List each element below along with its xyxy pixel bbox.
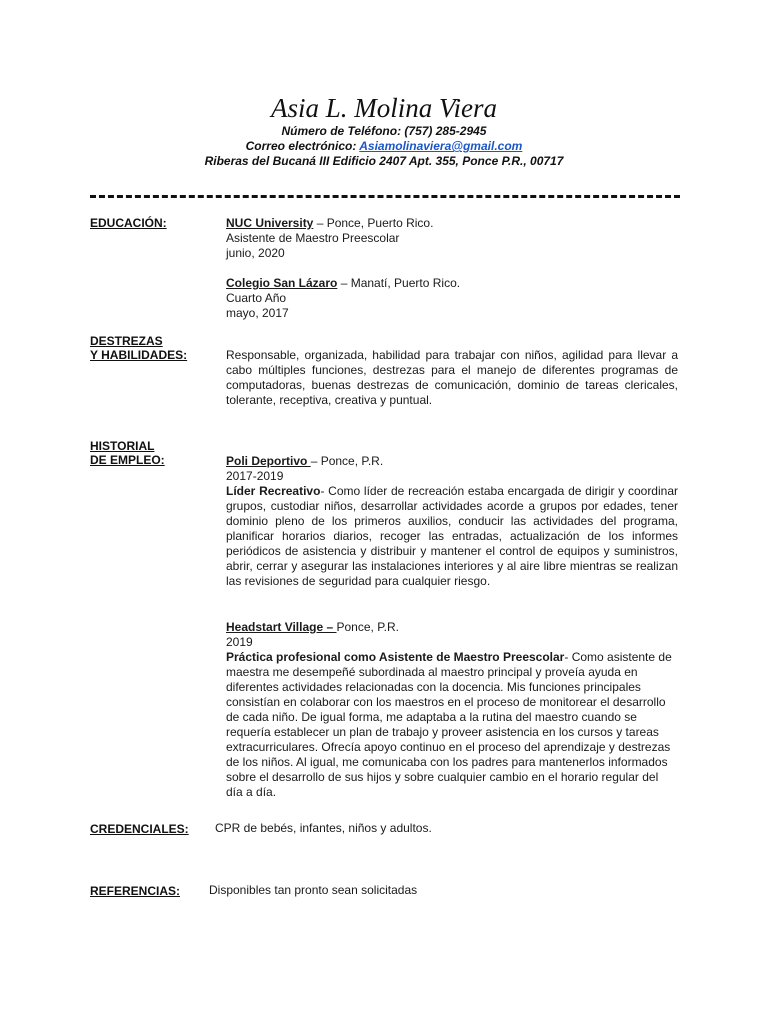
job-entry [226,454,678,589]
phone-line: Número de Teléfono: (757) 285-2945 [281,124,487,138]
job-description: - Como asistente de maestra me desempeñé subordinada al maestro principal y proveía ayuda en diferentes actividades relacionadas con la docencia. Mis funciones principales consistían en colaborar con los maestros en el proceso de monitorear el desarrollo de cada niño. De igual forma, me adaptaba a la rutina del maestro cuando se requería establecer un plan de trabajo y proveer asistencia en los cursos y tareas extracurriculares. Ofrecía apoyo continuo en el proceso del aprendizaje y destrezas de los niños. Al igual, me comunicaba con los padres para mantenerlos informados sobre el desarrollo de sus hijos y sobre cualquier cambio en el horario regular del día a día. [226,650,672,799]
employment-label-line2: DE EMPLEO: [90,453,165,467]
skills-text: Responsable, organizada, habilidad para trabajar con niños, agilidad para llevar a cabo múltiples funciones, destrezas para el manejo de diferentes programas de computadoras, buenas destrezas de comunicación, dominio de tareas clericales, tolerante, receptiva, creativa y puntual. [226,348,678,407]
employment-label [90,439,165,467]
education-degree: Cuarto Año [226,291,287,305]
job-role: Práctica profesional como Asistente de Maestro Preescolar [226,650,565,664]
employment-label-line1: HISTORIAL [90,439,155,453]
section-divider [90,195,680,198]
job-entry [226,620,678,800]
job-years: 2017-2019 [226,469,284,483]
job-org: Headstart Village – [226,620,337,634]
resume-header [0,92,768,169]
education-date: junio, 2020 [226,246,285,260]
references-text: Disponibles tan pronto sean solicitadas [209,883,418,897]
skills-label-line1: DESTREZAS [90,334,163,348]
job-years: 2019 [226,635,253,649]
education-location: – Ponce, Puerto Rico. [313,216,434,230]
skills-label [90,334,187,362]
credentials-text: CPR de bebés, infantes, niños y adultos. [215,821,432,835]
job-org: Poli Deportivo [226,454,311,468]
education-degree: Asistente de Maestro Preescolar [226,231,400,245]
job-location: Ponce, P.R. [336,620,399,634]
job-description-block [226,484,678,589]
education-entry [226,276,678,321]
email-link[interactable]: Asiamolinaviera@gmail.com [359,139,523,153]
credentials-label: CREDENCIALES: [90,822,189,836]
education-org: NUC University [226,216,314,230]
email-label: Correo electrónico: [245,139,357,153]
email-line [0,139,768,154]
candidate-name: Asia L. Molina Viera [271,93,497,123]
references-label: REFERENCIAS: [90,884,181,898]
address-line: Riberas del Bucaná III Edificio 2407 Apt. 355, Ponce P.R., 00717 [204,154,564,168]
job-description: - Como líder de recreación estaba encargada de dirigir y coordinar grupos, custodiar niños, desarrollar actividades acorde a grupos por edades, tener dominio pleno de los primeros auxilios, conducir las actividades del programa, planificar horarios diarios, recoger las entradas, actualización de los informes periódicos de asistencia y distribuir y mantener el control de equipos y suministros, abrir, cerrar y asegurar las instalaciones interiores y al aire libre mientras se realizan las revisiones de seguridad para cualquier riesgo. [226,484,678,588]
education-location: – Manatí, Puerto Rico. [337,276,461,290]
job-description-block [226,650,678,800]
education-entry [226,216,678,261]
skills-label-line2: Y HABILIDADES: [90,348,188,362]
education-date: mayo, 2017 [226,306,289,320]
education-org: Colegio San Lázaro [226,276,338,290]
job-role: Líder Recreativo [226,484,321,498]
job-location: – Ponce, P.R. [310,454,384,468]
education-label: EDUCACIÓN: [90,216,167,230]
